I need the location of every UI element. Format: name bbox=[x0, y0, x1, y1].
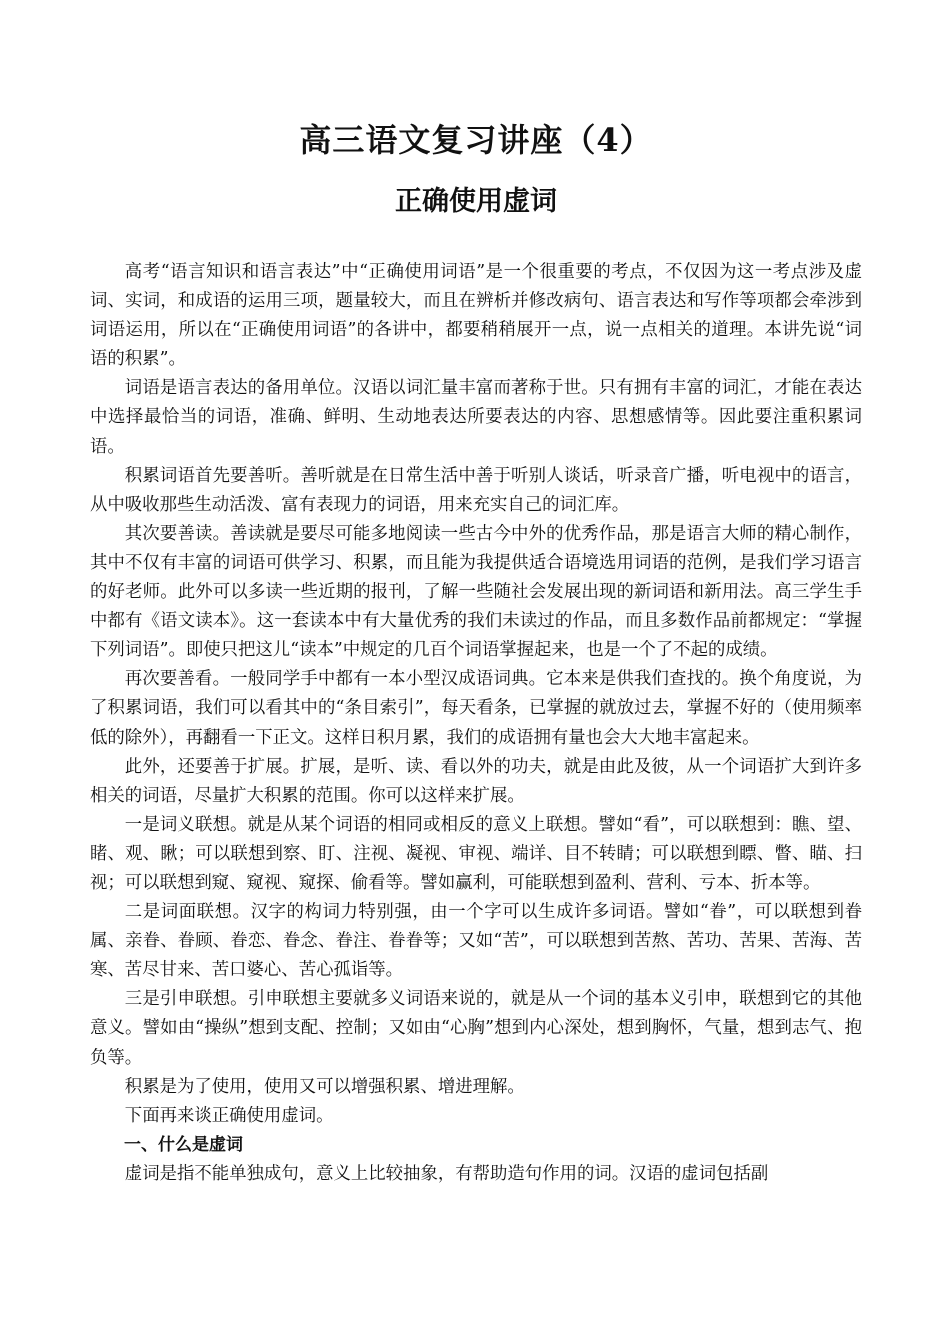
paragraph-meaning-association: 一是词义联想。就是从某个词语的相同或相反的意义上联想。譬如“看”，可以联想到：瞧、望、睹、观、瞅；可以联想到察、盯、注视、凝视、审视、端详、目不转睛；可以联想到瞟、瞥、瞄、扫视；可以联想到窥、窥视、窥探、偷看等。譬如赢利，可能联想到盈利、营利、亏本、折本等。 bbox=[90, 814, 862, 893]
paragraph-extension-association: 三是引申联想。引申联想主要就多义词语来说的，就是从一个词的基本义引申，联想到它的其他意义。譬如由“操纵”想到支配、控制；又如由“心胸”想到内心深处，想到胸怀，气量，想到志气、抱负等。 bbox=[90, 989, 862, 1068]
paragraph-read: 其次要善读。善读就是要尽可能多地阅读一些古今中外的优秀作品，那是语言大师的精心制作，其中不仅有丰富的词语可供学习、积累，而且能为我提供适合语境选用词语的范例，是我们学习语言的好老师。此外可以多读一些近期的报刊，了解一些随社会发展出现的新词语和新用法。高三学生手中都有《语文读本》。这一套读本中有大量优秀的我们未读过的作品，而且多数作品前都规定：“掌握下列词语”。即使只把这儿“读本”中规定的几百个词语掌握起来，也是一个了不起的成绩。 bbox=[90, 523, 862, 661]
document-title: 高三语文复习讲座（4） bbox=[299, 121, 653, 159]
paragraph-listen: 积累词语首先要善听。善听就是在日常生活中善于听别人谈话，听录音广播，听电视中的语言，从中吸收那些生动活泼、富有表现力的词语，用来充实自己的词汇库。 bbox=[90, 465, 862, 515]
document-subtitle: 正确使用虚词 bbox=[395, 186, 557, 217]
paragraph-function-words-intro: 下面再来谈正确使用虚词。 bbox=[124, 1105, 334, 1126]
paragraph-look: 再次要善看。一般同学手中都有一本小型汉成语词典。它本来是供我们查找的。换个角度说，为了积累词语，我们可以看其中的“条目索引”，每天看条，已掌握的就放过去，掌握不好的（使用频率低的除外），再翻看一下正文。这样日积月累，我们的成语拥有量也会大大地丰富起来。 bbox=[90, 669, 862, 748]
paragraph-vocabulary-unit: 词语是语言表达的备用单位。汉语以词汇量丰富而著称于世。只有拥有丰富的词汇，才能在表达中选择最恰当的词语，准确、鲜明、生动地表达所要表达的内容、思想感情等。因此要注重积累词语。 bbox=[90, 378, 862, 457]
paragraph-form-association: 二是词面联想。汉字的构词力特别强，由一个字可以生成许多词语。譬如“眷”，可以联想到眷属、亲眷、眷顾、眷恋、眷念、眷注、眷眷等；又如“苦”，可以联想到苦熬、苦功、苦果、苦海、苦寒、苦尽甘来、苦口婆心、苦心孤诣等。 bbox=[90, 902, 862, 981]
paragraph-definition: 虚词是指不能单独成句，意义上比较抽象，有帮助造句作用的词。汉语的虚词包括副 bbox=[124, 1163, 769, 1184]
document-body bbox=[90, 258, 862, 1189]
section-heading: 一、什么是虚词 bbox=[124, 1134, 243, 1155]
paragraph-accumulate-use: 积累是为了使用，使用又可以增强积累、增进理解。 bbox=[124, 1076, 525, 1097]
paragraph-expand: 此外，还要善于扩展。扩展，是听、读、看以外的功夫，就是由此及彼，从一个词语扩大到许多相关的词语，尽量扩大积累的范围。你可以这样来扩展。 bbox=[90, 756, 862, 806]
paragraph-intro: 高考“语言知识和语言表达”中“正确使用词语”是一个很重要的考点，不仅因为这一考点涉及虚词、实词，和成语的运用三项，题量较大，而且在辨析并修改病句、语言表达和写作等项都会牵涉到词语运用，所以在“正确使用词语”的各讲中，都要稍稍展开一点，说一点相关的道理。本讲先说“词语的积累”。 bbox=[90, 262, 862, 370]
